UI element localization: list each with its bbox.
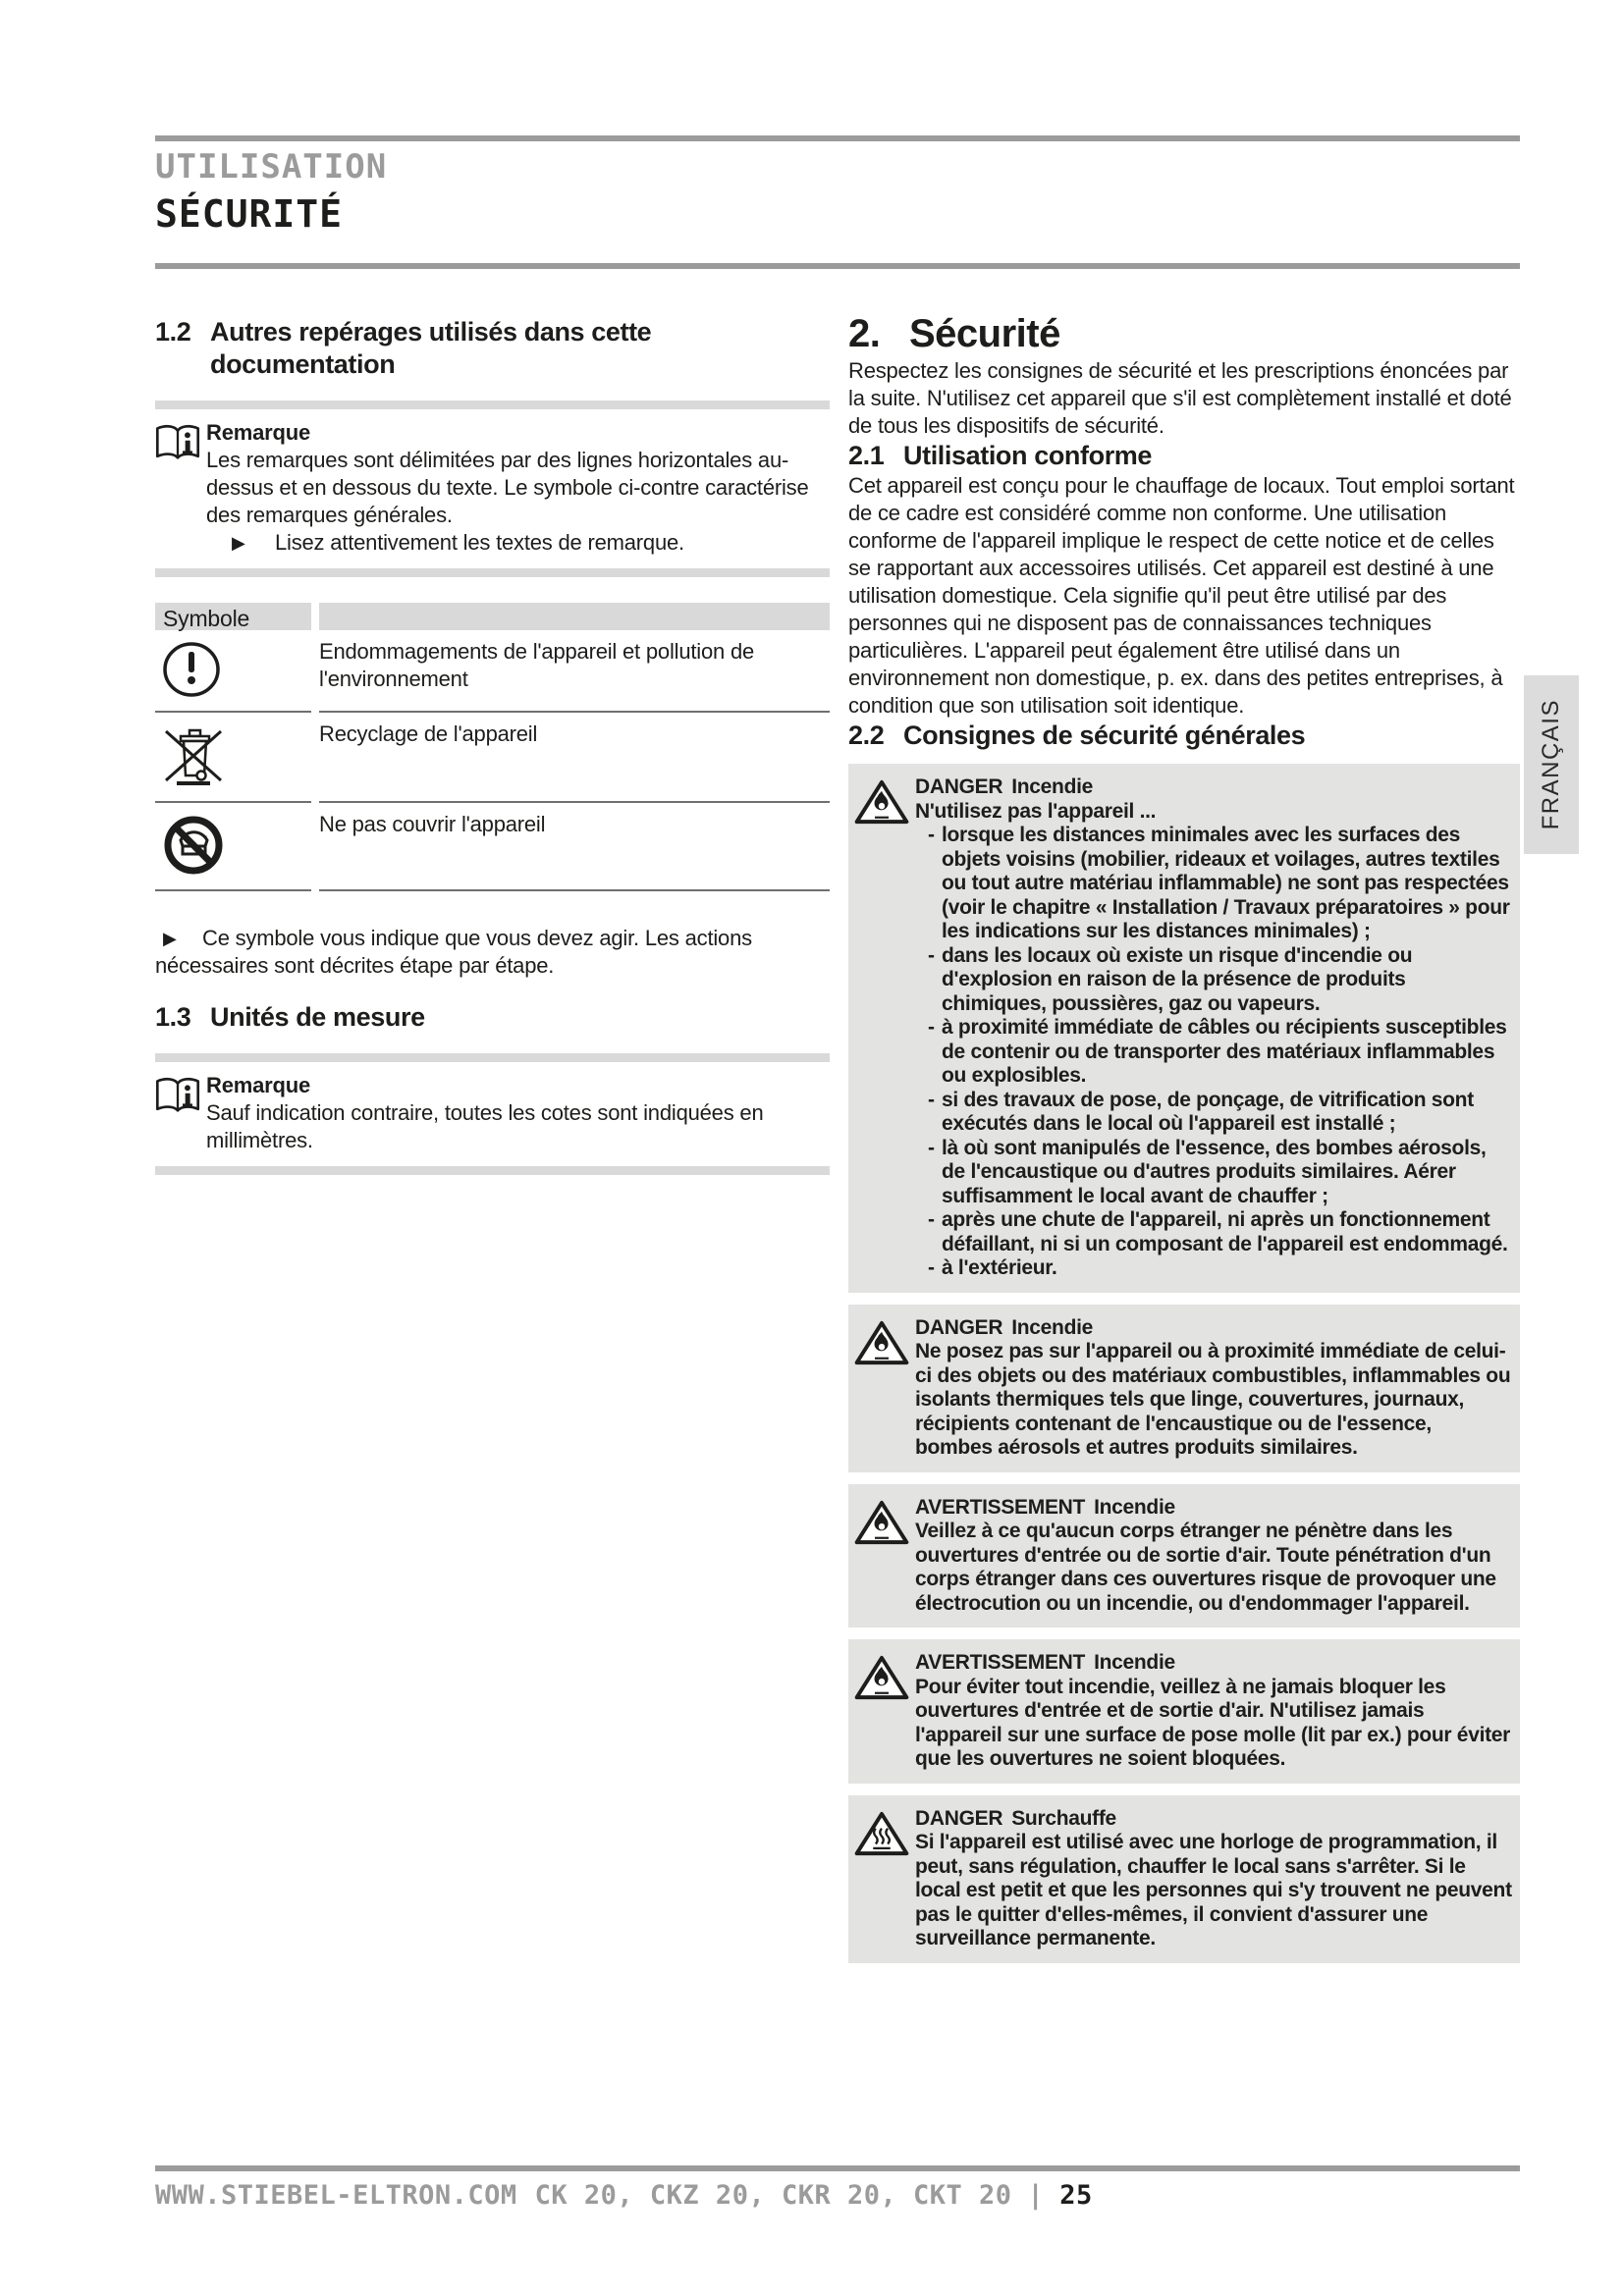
symbol-description: Endommagements de l'appareil et pollution de l'environnement xyxy=(319,630,830,713)
section-2-1-body: Cet appareil est conçu pour le chauffage de locaux. Tout emploi sortant de ce cadre est considéré comme non conforme. Une utilisation conforme de l'appareil implique le respect de cette notice et de celles se rapportant aux accessoires utilisés. Cet appareil est destiné à une utilisation domestique. Cela signifie qu'il peut être utilisé par des personnes qui ne disposent pas de connaissances techniques particulières. L'appareil peut également être utilisé dans un environnement non domestique, p. ex. dans des petites entreprises, à condition que son utilisation soit identique. xyxy=(848,473,1515,718)
warning-box-avertissement-fire-2 xyxy=(848,1639,1520,1784)
section-number: 1.2 xyxy=(155,317,191,347)
fire-warning-icon xyxy=(854,1496,915,1617)
warning-item-list xyxy=(915,824,1512,1281)
header-rule-bottom xyxy=(155,263,1520,269)
warning-lead: N'utilisez pas l'appareil ... xyxy=(915,799,1157,823)
section-number: 2.1 xyxy=(848,441,885,470)
section-number: 2.2 xyxy=(848,721,885,750)
fire-warning-icon xyxy=(854,1651,915,1772)
section-number: 2. xyxy=(848,312,881,355)
warning-hazard: Surchauffe xyxy=(1011,1806,1116,1830)
page-number: 25 xyxy=(1059,2180,1093,2211)
section-title: Sécurité xyxy=(909,312,1060,355)
do-not-cover-icon xyxy=(155,803,311,891)
language-tab-label: FRANÇAIS xyxy=(1538,699,1564,830)
section-2-intro: Respectez les consignes de sécurité et les prescriptions énoncées par la suite. N'utilisez cet appareil que s'il est complètement installé et doté de tous les dispositifs de sécurité. xyxy=(848,358,1512,438)
note-title: Remarque xyxy=(206,1073,310,1097)
section-title: Unités de mesure xyxy=(210,1002,425,1032)
section-heading-1-2 xyxy=(155,316,830,381)
symbol-table xyxy=(155,603,830,891)
fire-warning-icon xyxy=(854,775,915,1281)
warning-box-danger-fire-1 xyxy=(848,764,1520,1293)
warning-item: - à proximité immédiate de câbles ou récipients susceptibles de contenir ou de transporter des matériaux inflammables ou explosibles. xyxy=(942,1016,1512,1089)
section-heading-2-1 xyxy=(848,440,1520,472)
note-title: Remarque xyxy=(206,420,310,445)
fire-warning-icon xyxy=(854,1316,915,1461)
warning-title xyxy=(915,775,1512,800)
section-heading-1-3 xyxy=(155,1001,830,1034)
warning-item: - lorsque les distances minimales avec les surfaces des objets voisins (mobilier, rideaux et voilages, autres textiles ou tout autre matériau inflammable) ne sont pas respectées (voir le chapitre « Installation / Travaux préparatoires » pour les indications sur les distances minimales) ; xyxy=(942,824,1512,944)
footer-separator: | xyxy=(1027,2180,1045,2211)
page-footer xyxy=(155,2165,1520,2211)
warning-body: Veillez à ce qu'aucun corps étranger ne pénètre dans les ouvertures d'entrée ou de sortie d'air. Toute pénétration d'un corps étranger dans ces ouvertures risque de provoquer une électrocution ou un incendie, ou d'endommager l'appareil. xyxy=(915,1520,1496,1615)
warning-body: Pour éviter tout incendie, veillez à ne jamais bloquer les ouvertures d'entrée et de sortie d'air. N'utilisez jamais l'appareil sur une surface de pose molle (lit par ex.) pour éviter que les ouvertures ne soient bloquées. xyxy=(915,1675,1511,1770)
warning-level: AVERTISSEMENT xyxy=(915,1495,1086,1519)
warning-level: DANGER xyxy=(915,1806,1003,1830)
warning-title xyxy=(915,1316,1512,1341)
warning-title xyxy=(915,1807,1512,1832)
warning-level: DANGER xyxy=(915,1315,1003,1339)
warning-item: - si des travaux de pose, de ponçage, de vitrification sont exécutés dans le local où l'appareil est installé ; xyxy=(942,1089,1512,1137)
header-kicker: UTILISATION xyxy=(155,147,388,187)
warning-level: DANGER xyxy=(915,775,1003,798)
warning-item: - dans les locaux où existe un risque d'incendie ou d'explosion en raison de la présence de produits chimiques, poussières, gaz ou vapeurs. xyxy=(942,944,1512,1017)
action-arrow-icon: ▶ xyxy=(163,929,177,948)
note-text: Sauf indication contraire, toutes les cotes sont indiquées en millimètres. xyxy=(206,1100,764,1152)
note-block-1 xyxy=(155,400,830,577)
right-column xyxy=(848,310,1520,1963)
book-info-icon xyxy=(155,1072,206,1154)
note-instruction-text: Lisez attentivement les textes de remarque. xyxy=(275,530,684,555)
warning-level: AVERTISSEMENT xyxy=(915,1651,1086,1674)
warning-item: - là où sont manipulés de l'essence, des bombes aérosols, de l'encaustique ou d'autres produits similaires. Aérer suffisamment le local avant de chauffer ; xyxy=(942,1137,1512,1209)
warning-box-avertissement-fire-1 xyxy=(848,1484,1520,1629)
section-number: 1.3 xyxy=(155,1002,191,1032)
note-text: Les remarques sont délimitées par des lignes horizontales au-dessus et en dessous du texte. Le symbole ci-contre caractérise des remarques générales. xyxy=(206,448,809,527)
page-title: SÉCURITÉ xyxy=(155,192,344,236)
warning-body: Ne posez pas sur l'appareil ou à proximité immédiate de celui-ci des objets ou des matériaux combustibles, inflammables ou isolants thermiques tels que linge, couvertures, journaux, récipients contenant de l'encaustique ou de l'essence, bombes aérosols et autres produits similaires. xyxy=(915,1340,1511,1459)
section-heading-2 xyxy=(848,310,1520,357)
section-title: Consignes de sécurité générales xyxy=(903,721,1306,750)
warning-body: Si l'appareil est utilisé avec une horloge de programmation, il peut, sans régulation, chauffer le local sans s'arrêter. Si le local est petit et que les personnes qui s'y trouvent ne peuvent pas le quitter d'elles-mêmes, il convient d'assurer une surveillance permanente. xyxy=(915,1831,1512,1949)
crossed-out-bin-icon xyxy=(155,713,311,803)
symbol-table-header: Symbole xyxy=(155,603,311,630)
warning-title xyxy=(915,1496,1512,1521)
warning-hazard: Incendie xyxy=(1094,1651,1175,1674)
symbol-table-header-row xyxy=(155,603,830,630)
section-heading-2-2 xyxy=(848,720,1520,752)
note-instruction xyxy=(232,529,830,557)
section-title: Autres repérages utilisés dans cette documentation xyxy=(210,317,652,379)
book-info-icon xyxy=(155,419,206,557)
warning-hazard: Incendie xyxy=(1011,775,1094,798)
exclamation-circle-icon xyxy=(155,630,311,713)
language-tab-francais xyxy=(1524,675,1579,854)
action-instruction xyxy=(155,925,830,980)
footer-website: WWW.STIEBEL-ELTRON.COM xyxy=(155,2180,517,2211)
table-row xyxy=(155,630,830,713)
warning-box-danger-overheat xyxy=(848,1795,1520,1963)
warning-hazard: Incendie xyxy=(1094,1495,1175,1519)
warning-title xyxy=(915,1651,1512,1676)
symbol-description: Recyclage de l'appareil xyxy=(319,713,830,803)
warning-item: - à l'extérieur. xyxy=(942,1256,1512,1281)
header-rule-top xyxy=(155,135,1520,141)
left-column xyxy=(155,316,830,1175)
section-title: Utilisation conforme xyxy=(903,441,1153,470)
symbol-description: Ne pas couvrir l'appareil xyxy=(319,803,830,891)
hot-surface-warning-icon xyxy=(854,1807,915,1951)
warning-item: - après une chute de l'appareil, ni après un fonctionnement défaillant, ni si un composant de l'appareil est endommagé. xyxy=(942,1208,1512,1256)
warning-box-danger-fire-2 xyxy=(848,1305,1520,1472)
footer-models: CK 20, CKZ 20, CKR 20, CKT 20 xyxy=(534,2180,1012,2211)
action-instruction-text: Ce symbole vous indique que vous devez agir. Les actions nécessaires sont décrites étape par étape. xyxy=(155,926,752,978)
table-row xyxy=(155,713,830,803)
table-row xyxy=(155,803,830,891)
note-block-2 xyxy=(155,1053,830,1175)
action-arrow-icon: ▶ xyxy=(232,533,245,553)
warning-hazard: Incendie xyxy=(1011,1315,1094,1339)
